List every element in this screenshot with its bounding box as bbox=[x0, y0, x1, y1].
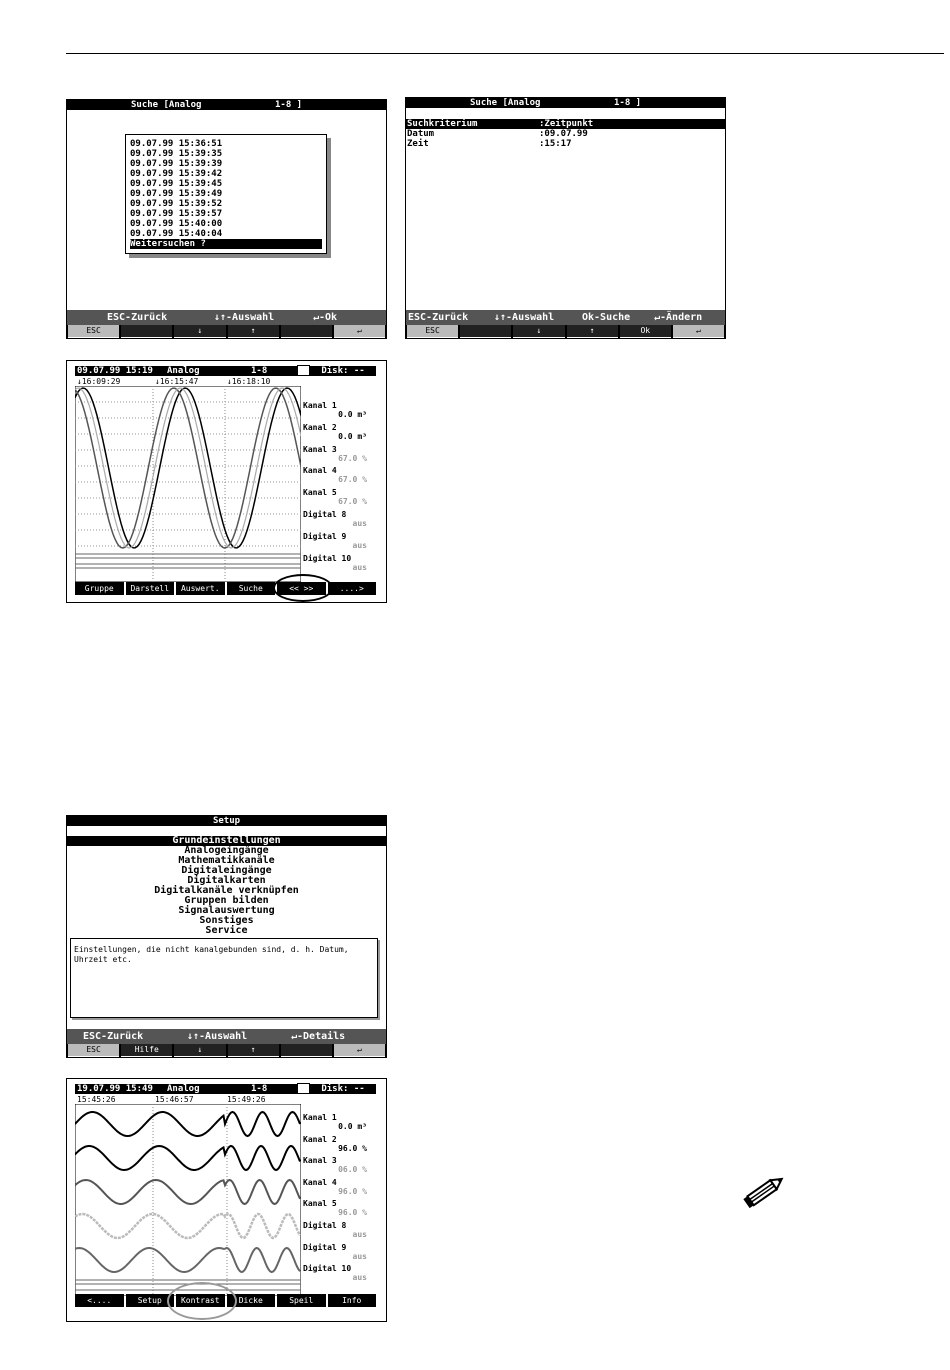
setup-menu-item[interactable]: Sonstiges bbox=[199, 915, 254, 926]
criterion-row[interactable] bbox=[406, 119, 725, 129]
hint-select: ↓↑-Auswahl bbox=[187, 1031, 248, 1042]
channel-readout bbox=[303, 1264, 375, 1286]
blank-key[interactable] bbox=[121, 325, 172, 338]
hint-search: Ok-Suche bbox=[582, 312, 631, 323]
time-mark: ↓16:15:47 bbox=[155, 377, 199, 386]
channel-value: aus bbox=[352, 540, 367, 550]
curve-plot bbox=[75, 386, 301, 582]
softkey[interactable]: Kontrast bbox=[176, 1294, 225, 1307]
hint-select: ↓↑-Auswahl bbox=[494, 312, 555, 323]
screen-search-criteria bbox=[405, 97, 726, 339]
hint-back: ESC-Zurück bbox=[83, 1031, 144, 1042]
setup-menu-item[interactable]: Analogeingänge bbox=[184, 845, 269, 856]
down-key[interactable]: ↓ bbox=[174, 1044, 225, 1057]
criterion-label: Suchkriterium bbox=[407, 119, 478, 129]
time-mark: 15:49:26 bbox=[227, 1095, 266, 1104]
title-bar bbox=[67, 816, 386, 826]
channel-readout bbox=[303, 488, 375, 510]
search-result-dialog bbox=[125, 134, 327, 254]
channel-value: 96.0 % bbox=[338, 1143, 367, 1153]
hint-ok: ↵-Ok bbox=[313, 312, 338, 323]
channel-readout bbox=[303, 1135, 375, 1157]
setup-menu-item[interactable]: Signalauswertung bbox=[178, 905, 275, 916]
screen-range: 1-8 ] bbox=[614, 98, 642, 108]
channel-label: Kanal 1 bbox=[303, 1113, 337, 1122]
setup-menu-item[interactable]: Digitalkanäle verknüpfen bbox=[154, 885, 299, 896]
time-mark: 15:45:26 bbox=[77, 1095, 116, 1104]
down-key[interactable]: ↓ bbox=[174, 325, 225, 338]
channel-value: 0.0 m³ bbox=[338, 410, 367, 419]
blank-key[interactable] bbox=[281, 325, 332, 338]
group-name: Analog bbox=[167, 366, 200, 376]
screen-title: Suche [Analog bbox=[131, 100, 202, 110]
channel-label: Kanal 5 bbox=[303, 488, 337, 498]
screen-curve-contrast bbox=[66, 1078, 387, 1322]
header-rule bbox=[66, 53, 944, 54]
setup-menu-item[interactable]: Digitaleingänge bbox=[181, 865, 272, 876]
channel-readout bbox=[303, 401, 375, 423]
screen-title: Suche [Analog bbox=[470, 98, 541, 108]
channel-readout bbox=[303, 554, 375, 576]
channel-label: Kanal 1 bbox=[303, 401, 337, 410]
help-key[interactable]: Hilfe bbox=[121, 1044, 172, 1057]
channel-label: Kanal 3 bbox=[303, 444, 337, 454]
channel-readout bbox=[303, 1113, 375, 1135]
hint-bar bbox=[67, 1029, 386, 1044]
hint-select: ↓↑-Auswahl bbox=[214, 312, 275, 323]
enter-key[interactable]: ↵ bbox=[673, 325, 724, 338]
description-box: Einstellungen, die nicht kanalgebunden sind, d. h. Datum, Uhrzeit etc. bbox=[70, 938, 378, 1018]
softkey[interactable]: ....> bbox=[328, 582, 377, 595]
ok-key[interactable]: Ok bbox=[620, 325, 671, 338]
channel-readout bbox=[303, 1156, 375, 1178]
softkey[interactable]: Auswert. bbox=[176, 582, 225, 595]
channel-label: Digital 10 bbox=[303, 1264, 352, 1274]
channel-label: Digital 10 bbox=[303, 553, 352, 563]
channel-label: Kanal 5 bbox=[303, 1199, 337, 1209]
channel-value: aus bbox=[352, 1229, 367, 1239]
group-range: 1-8 bbox=[251, 1084, 268, 1094]
group-name: Analog bbox=[167, 1084, 200, 1094]
search-result-item[interactable]: 09.07.99 15:39:39 bbox=[130, 159, 223, 169]
channel-label: Kanal 4 bbox=[303, 466, 337, 476]
channel-value: aus bbox=[352, 1251, 367, 1261]
up-key[interactable]: ↑ bbox=[567, 325, 618, 338]
softkey[interactable]: Setup bbox=[126, 1294, 175, 1307]
channel-label: Digital 9 bbox=[303, 531, 347, 541]
disk-icon bbox=[297, 365, 310, 376]
channel-label: Kanal 2 bbox=[303, 1134, 337, 1144]
highlight-circle bbox=[273, 574, 333, 602]
screen-range: 1-8 ] bbox=[275, 100, 303, 110]
hint-bar bbox=[406, 310, 725, 325]
setup-menu bbox=[67, 836, 386, 936]
channel-value: 0.0 m³ bbox=[338, 431, 367, 441]
enter-key[interactable]: ↵ bbox=[334, 325, 385, 338]
softkey[interactable]: Dicke bbox=[227, 1294, 276, 1307]
channel-readout bbox=[303, 423, 375, 445]
search-result-item[interactable]: 09.07.99 15:40:04 bbox=[130, 229, 223, 239]
search-result-item[interactable]: 09.07.99 15:39:49 bbox=[130, 189, 223, 199]
date-label: Datum bbox=[407, 129, 435, 139]
title-bar bbox=[67, 100, 386, 110]
channel-label: Kanal 3 bbox=[303, 1156, 337, 1166]
criterion-value: :Zeitpunkt bbox=[539, 119, 594, 129]
channel-value: 67.0 % bbox=[338, 497, 367, 507]
channel-value: aus bbox=[352, 562, 367, 572]
softkey[interactable]: Suche bbox=[227, 582, 276, 595]
hint-back: ESC-Zurück bbox=[107, 312, 168, 323]
channel-readout bbox=[303, 1199, 375, 1221]
time-mark: 15:46:57 bbox=[155, 1095, 194, 1104]
setup-menu-item[interactable]: Gruppen bilden bbox=[184, 895, 269, 906]
pencil-note-icon bbox=[740, 1172, 788, 1212]
setup-menu-item[interactable]: Grundeinstellungen bbox=[67, 836, 386, 846]
date-time: 09.07.99 15:19 bbox=[77, 366, 153, 376]
time-mark: ↓16:09:29 bbox=[77, 377, 121, 386]
setup-menu-item[interactable]: Mathematikkanäle bbox=[178, 855, 275, 866]
channel-value: 67.0 % bbox=[338, 475, 367, 485]
softkey[interactable]: Speil bbox=[277, 1294, 326, 1307]
channel-readout bbox=[303, 1178, 375, 1200]
channel-values bbox=[303, 1113, 375, 1286]
channel-label: Digital 8 bbox=[303, 1220, 347, 1230]
screen-search-results bbox=[66, 99, 387, 339]
screen-setup bbox=[66, 815, 387, 1058]
hint-back: ESC-Zurück bbox=[408, 312, 469, 323]
softkey[interactable]: Darstell bbox=[126, 582, 175, 595]
enter-key[interactable]: ↵ bbox=[334, 1044, 385, 1057]
channel-readout bbox=[303, 532, 375, 554]
channel-value: 0.0 m³ bbox=[338, 1122, 367, 1131]
channel-label: Digital 8 bbox=[303, 509, 347, 519]
esc-key[interactable]: ESC bbox=[68, 1044, 119, 1057]
setup-menu-item[interactable]: Digitalkarten bbox=[187, 875, 266, 886]
channel-value: 67.0 % bbox=[338, 453, 367, 463]
hint-bar bbox=[67, 310, 386, 325]
disk-icon bbox=[297, 1083, 310, 1094]
function-keys bbox=[67, 325, 386, 338]
hint-change: ↵-Ändern bbox=[654, 312, 703, 323]
footer bbox=[67, 1029, 386, 1057]
softkey[interactable]: << >> bbox=[277, 582, 326, 595]
screen-title: Setup bbox=[212, 816, 241, 826]
channel-readout bbox=[303, 1243, 375, 1265]
group-range: 1-8 bbox=[251, 366, 268, 376]
softkey[interactable]: Gruppe bbox=[75, 582, 124, 595]
softkey[interactable]: Info bbox=[328, 1294, 377, 1307]
blank-key[interactable] bbox=[281, 1044, 332, 1057]
channel-value: 06.0 % bbox=[338, 1165, 367, 1175]
hint-details: ↵-Details bbox=[291, 1031, 346, 1042]
up-key[interactable]: ↑ bbox=[228, 1044, 279, 1057]
esc-key[interactable]: ESC bbox=[68, 325, 119, 338]
channel-readout bbox=[303, 466, 375, 488]
function-keys bbox=[67, 1044, 386, 1057]
time-row[interactable] bbox=[406, 139, 725, 149]
blank-key[interactable] bbox=[460, 325, 511, 338]
setup-menu-item[interactable]: Service bbox=[205, 925, 248, 936]
time-mark: ↓16:18:10 bbox=[227, 377, 271, 386]
date-time: 19.07.99 15:49 bbox=[77, 1084, 153, 1094]
channel-readout bbox=[303, 510, 375, 532]
function-keys bbox=[406, 325, 725, 338]
footer bbox=[406, 310, 725, 338]
channel-value: 96.0 % bbox=[338, 1208, 367, 1218]
search-result-item[interactable]: 09.07.99 15:39:57 bbox=[130, 209, 223, 219]
esc-key[interactable]: ESC bbox=[407, 325, 458, 338]
softkey[interactable]: <.... bbox=[75, 1294, 124, 1307]
up-key[interactable]: ↑ bbox=[228, 325, 279, 338]
screen-curve-display bbox=[66, 360, 387, 603]
search-result-item[interactable]: 09.07.99 15:39:42 bbox=[130, 169, 223, 179]
title-bar bbox=[406, 98, 725, 108]
search-result-item[interactable]: 09.07.99 15:39:52 bbox=[130, 199, 223, 209]
channel-label: Kanal 2 bbox=[303, 422, 337, 432]
search-result-item[interactable]: 09.07.99 15:39:35 bbox=[130, 149, 223, 159]
search-result-item[interactable]: 09.07.99 15:40:00 bbox=[130, 219, 223, 229]
disk-status: Disk: -- bbox=[310, 1084, 376, 1094]
channel-label: Digital 9 bbox=[303, 1242, 347, 1252]
disk-status: Disk: -- bbox=[310, 366, 376, 376]
channel-readout bbox=[303, 445, 375, 467]
channel-value: 96.0 % bbox=[338, 1186, 367, 1196]
channel-value: aus bbox=[352, 1273, 367, 1283]
channel-readout bbox=[303, 1221, 375, 1243]
curve-plot bbox=[75, 1104, 301, 1296]
date-value: :09.07.99 bbox=[539, 129, 588, 139]
footer bbox=[67, 310, 386, 338]
continue-search-item[interactable]: Weitersuchen ? bbox=[130, 239, 322, 249]
time-label: Zeit bbox=[407, 139, 429, 149]
down-key[interactable]: ↓ bbox=[513, 325, 564, 338]
highlight-circle bbox=[167, 1282, 237, 1320]
date-row[interactable] bbox=[406, 129, 725, 139]
search-result-item[interactable]: 09.07.99 15:36:51 bbox=[130, 139, 223, 149]
time-value: :15:17 bbox=[539, 139, 572, 149]
channel-value: aus bbox=[352, 518, 367, 528]
channel-label: Kanal 4 bbox=[303, 1177, 337, 1187]
channel-values bbox=[303, 401, 375, 575]
search-result-item[interactable]: 09.07.99 15:39:45 bbox=[130, 179, 223, 189]
